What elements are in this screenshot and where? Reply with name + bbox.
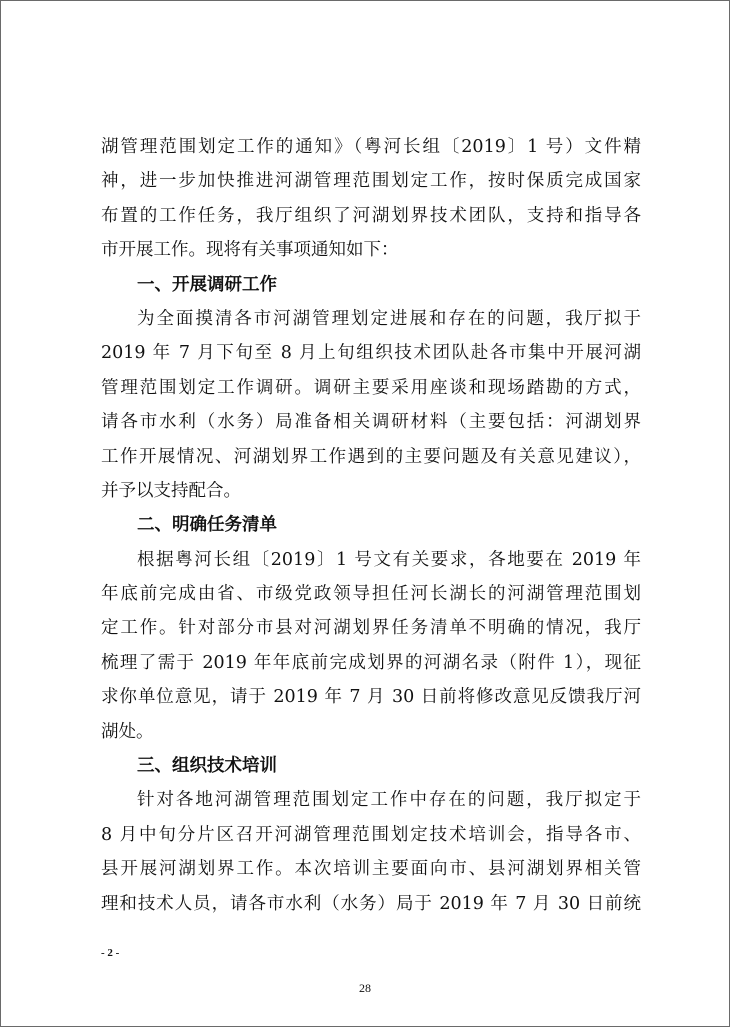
paragraph-line: 针对各地河湖管理范围划定工作中存在的问题，我厅拟定于: [137, 790, 641, 811]
paragraph-line: 理和技术人员，请各市水利（水务）局于 2019 年 7 月 30 日前统: [101, 893, 641, 914]
intro-line: 市开展工作。现将有关事项通知如下：: [101, 240, 399, 261]
paragraph-line: 湖处。: [101, 721, 154, 742]
paragraph-line: 为全面摸清各市河湖管理划定进展和存在的问题，我厅拟于: [137, 308, 641, 329]
paragraph-line: 梳理了需于 2019 年年底前完成划界的河湖名录（附件 1），现征: [101, 652, 641, 673]
intro-line: 布置的工作任务，我厅组织了河湖划界技术团队，支持和指导各: [101, 205, 641, 226]
section-heading-task-list: 二、明确任务清单: [137, 515, 277, 536]
paragraph-line: 8 月中旬分片区召开河湖管理范围划定技术培训会，指导各市、: [101, 824, 641, 845]
section-heading-research: 一、开展调研工作: [137, 274, 277, 295]
paragraph-line: 并予以支持配合。: [101, 480, 241, 501]
intro-line: 湖管理范围划定工作的通知》（粤河长组〔2019〕1 号）文件精: [101, 137, 641, 157]
page-number: 28: [359, 981, 371, 995]
paragraph-line: 工作开展情况、河湖划界工作遇到的主要问题及有关意见建议），: [101, 446, 641, 467]
paragraph-line: 请各市水利（水务）局准备相关调研材料（主要包括：河湖划界: [101, 412, 641, 433]
document-body: [101, 130, 641, 921]
paragraph-line: 年底前完成由省、市级党政领导担任河长湖长的河湖管理范围划: [101, 584, 641, 605]
paragraph-line: 管理范围划定工作调研。调研主要采用座谈和现场踏勘的方式，: [101, 377, 641, 398]
paragraph-line: 2019 年 7 月下旬至 8 月上旬组织技术团队赴各市集中开展河湖: [101, 343, 641, 364]
paragraph-line: 定工作。针对部分市县对河湖划界任务清单不明确的情况，我厅: [101, 618, 641, 639]
page-label: - 2 -: [101, 947, 120, 959]
paragraph-line: 县开展河湖划界工作。本次培训主要面向市、县河湖划界相关管: [101, 859, 641, 880]
section-heading-training: 三、组织技术培训: [137, 756, 277, 777]
paragraph-line: 根据粤河长组〔2019〕1 号文有关要求，各地要在 2019 年: [137, 549, 641, 570]
paragraph-line: 求你单位意见，请于 2019 年 7 月 30 日前将修改意见反馈我厅河: [101, 687, 641, 708]
intro-line: 神，进一步加快推进河湖管理范围划定工作，按时保质完成国家: [101, 171, 641, 192]
